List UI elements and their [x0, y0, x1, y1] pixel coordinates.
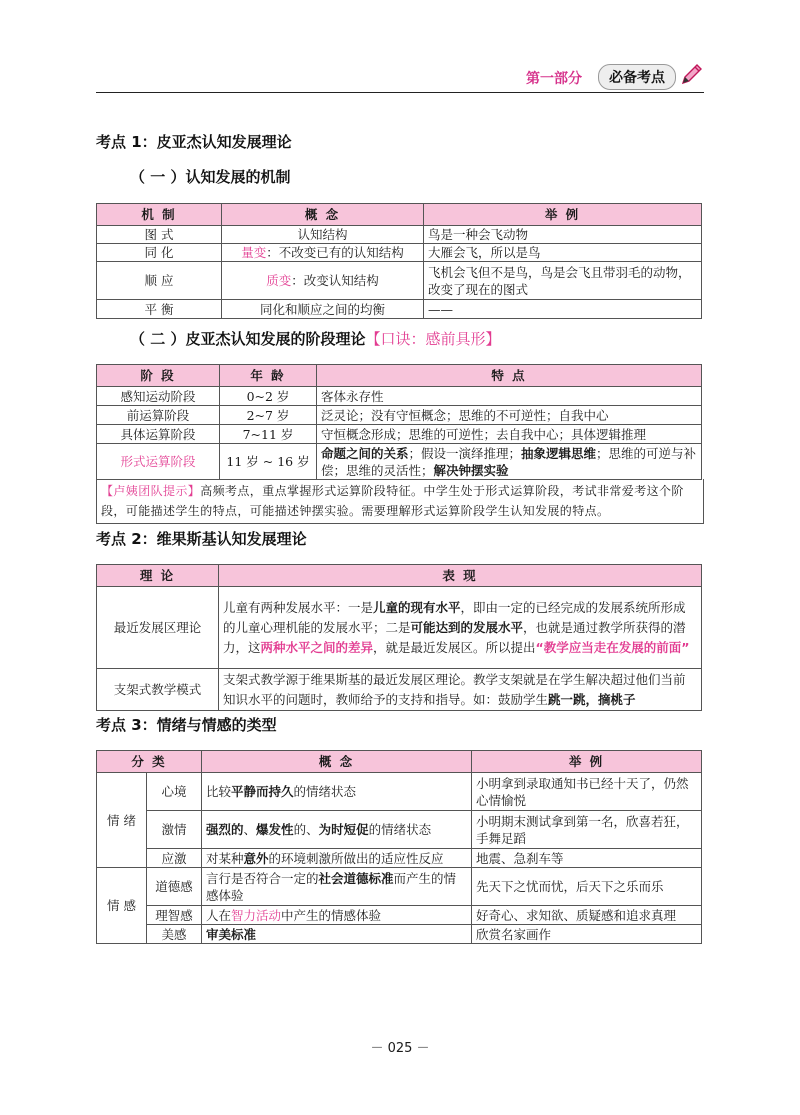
cell-stage: 前运算阶段	[97, 406, 220, 425]
table-row	[97, 773, 702, 811]
cell-mechanism: 同 化	[97, 244, 222, 262]
table-row	[97, 425, 702, 444]
cell-feature: 守恒概念形成；思维的可逆性；去自我中心；具体逻辑推理	[317, 425, 702, 444]
text: ，也就是通过教学所获得的潜力，这	[223, 619, 686, 655]
th-concept: 概 念	[202, 751, 472, 773]
cell-example: 飞机会飞但不是鸟，鸟是会飞且带羽毛的动物，改变了现在的图式	[424, 262, 702, 300]
th-age: 年 龄	[220, 365, 317, 387]
table-row	[97, 406, 702, 425]
cell-example: ——	[424, 300, 702, 319]
bold-text: 爆发性	[256, 822, 294, 837]
cell-stage: 感知运动阶段	[97, 387, 220, 406]
feature-bold: 命题之间的关系	[321, 445, 409, 461]
cell-feature: 泛灵论；没有守恒概念；思维的不可逆性；自我中心	[317, 406, 702, 425]
sub2-title: （ 二 ）皮亚杰认知发展的阶段理论	[130, 330, 366, 348]
header-badge: 必备考点	[598, 64, 676, 90]
text: 的环境刺激所做出的适应性反应	[268, 850, 444, 866]
cell-concept	[202, 906, 472, 925]
cell-type: 激情	[147, 811, 202, 849]
text: 的、	[293, 822, 319, 837]
text: 儿童有两种发展水平：一是	[223, 599, 374, 615]
feature-text: ；假设一演绎推理；	[408, 445, 522, 461]
concept-text: ：改变认知结构	[291, 273, 379, 288]
table-row	[97, 811, 702, 849]
table-row	[97, 244, 702, 262]
cell-concept: 认知结构	[222, 226, 424, 244]
text: 对某种	[206, 850, 244, 866]
bold-text: 强烈的	[206, 822, 244, 837]
cell-feature	[317, 444, 702, 480]
pencil-icon	[680, 62, 704, 86]
table-row	[97, 262, 702, 300]
cell-example: 先天下之忧而忧，后天下之乐而乐	[472, 868, 702, 906]
page-header	[96, 62, 704, 93]
concept-keyword: 质变	[266, 273, 292, 288]
text: 比较	[206, 784, 232, 799]
tip-text: 高频考点，重点掌握形式运算阶段特征。中学生处于形式运算阶段，考试非常爱考这个阶段，可能描述学生的特点，可能描述钟摆实验。需要理解形式运算阶段学生认知发展的特点。	[101, 484, 684, 518]
cell-performance	[219, 587, 702, 669]
kp2-title: 考点 2：维果斯基认知发展理论	[96, 530, 307, 548]
feature-bold: 解决钟摆实验	[433, 462, 509, 478]
th-example: 举 例	[472, 751, 702, 773]
cell-example: 小明期末测试拿到第一名，欣喜若狂，手舞足蹈	[472, 811, 702, 849]
table-row	[97, 849, 702, 868]
cell-concept	[202, 868, 472, 906]
text: 言行是否符合一定的	[206, 870, 319, 886]
bold-text: 意外	[243, 850, 269, 866]
cell-type: 应激	[147, 849, 202, 868]
cell-mechanism: 平 衡	[97, 300, 222, 319]
table-row	[97, 226, 702, 244]
group-feeling: 情 感	[97, 868, 147, 944]
cell-concept	[202, 811, 472, 849]
table-row	[97, 906, 702, 925]
concept-text: ：不改变已有的认知结构	[266, 245, 404, 260]
table-row	[97, 387, 702, 406]
text: ，就是最近发展区。所以提出	[373, 639, 536, 655]
mechanism-table	[96, 203, 702, 319]
cell-feature: 客体永存性	[317, 387, 702, 406]
kp3-title: 考点 3：情绪与情感的类型	[96, 716, 277, 734]
cell-concept	[222, 244, 424, 262]
th-theory: 理 论	[97, 565, 219, 587]
th-feature: 特 点	[317, 365, 702, 387]
cell-concept	[202, 849, 472, 868]
cell-stage: 具体运算阶段	[97, 425, 220, 444]
th-concept: 概 念	[222, 204, 424, 226]
cell-theory: 最近发展区理论	[97, 587, 219, 669]
text: 人在	[206, 907, 232, 923]
text: 的情绪状态	[293, 784, 357, 799]
cell-performance	[219, 669, 702, 711]
cell-example: 欣赏名家画作	[472, 925, 702, 944]
bold-text: 平静而持久	[231, 784, 294, 799]
table-row	[97, 669, 702, 711]
cell-example: 好奇心、求知欲、质疑感和追求真理	[472, 906, 702, 925]
cell-example: 鸟是一种会飞动物	[424, 226, 702, 244]
cell-stage: 形式运算阶段	[97, 444, 220, 480]
text: 的情绪状态	[368, 822, 432, 837]
cell-age: 0~2 岁	[220, 387, 317, 406]
th-stage: 阶 段	[97, 365, 220, 387]
cell-example: 小明拿到录取通知书已经十天了，仍然心情愉悦	[472, 773, 702, 811]
text: 支架式教学源于维果斯基的最近发展区理论。教学支架就是在学生解决超过他们当前知识水平的问题时，教师给予的支持和指导。如：鼓励学生	[223, 671, 686, 707]
text: 中产生的情感体验	[281, 907, 382, 923]
kp1-sub2	[130, 328, 500, 349]
emotion-table	[96, 750, 702, 944]
pink-text: 智力活动	[231, 907, 282, 923]
cell-age: 2~7 岁	[220, 406, 317, 425]
cell-age: 7~11 岁	[220, 425, 317, 444]
pink-bold-text: 两种水平之间的差异	[260, 639, 374, 655]
tip-label: 【卢姨团队提示】	[101, 484, 201, 498]
cell-concept	[222, 262, 424, 300]
feature-bold: 抽象逻辑思维	[521, 445, 597, 461]
th-category: 分 类	[97, 751, 202, 773]
cell-mechanism: 图 式	[97, 226, 222, 244]
kp1-title: 考点 1：皮亚杰认知发展理论	[96, 133, 292, 151]
bold-text: 为时短促	[318, 822, 369, 837]
text: ，即由一定的已经完成的发展系统所形成的儿童心理机能的发展水平；二是	[223, 599, 686, 635]
tip-box	[96, 479, 704, 524]
mnemonic: 【口诀：感前具形】	[365, 330, 501, 348]
th-mechanism: 机 制	[97, 204, 222, 226]
cell-type: 心境	[147, 773, 202, 811]
table-row	[97, 925, 702, 944]
bold-text: 可能达到的发展水平	[410, 619, 524, 635]
cell-example: 地震、急刹车等	[472, 849, 702, 868]
text: 、	[243, 822, 257, 837]
bold-text: 跳一跳，摘桃子	[548, 691, 636, 707]
vygotsky-table	[96, 564, 702, 711]
cell-concept	[202, 925, 472, 944]
table-row	[97, 587, 702, 669]
cell-type: 理智感	[147, 906, 202, 925]
cell-concept: 同化和顺应之间的均衡	[222, 300, 424, 319]
pink-bold-text: “教学应当走在发展的前面”	[535, 639, 690, 655]
cell-age: 11 岁 ~ 16 岁	[220, 444, 317, 480]
page-number: － 025 －	[370, 1041, 430, 1056]
cell-concept	[202, 773, 472, 811]
stage-table	[96, 364, 702, 480]
cell-theory: 支架式教学模式	[97, 669, 219, 711]
table-row	[97, 868, 702, 906]
bold-text: 审美标准	[206, 926, 257, 942]
cell-type: 道德感	[147, 868, 202, 906]
table-row	[97, 300, 702, 319]
concept-keyword: 量变	[241, 245, 267, 260]
feature-text: ；思维的可逆与补偿；思维的灵活性；	[321, 445, 697, 478]
bold-text: 社会道德标准	[318, 870, 394, 886]
group-emotion: 情 绪	[97, 773, 147, 868]
bold-text: 儿童的现有水平	[373, 599, 461, 615]
table-row	[97, 444, 702, 480]
header-part: 第一部分	[526, 71, 582, 87]
cell-type: 美感	[147, 925, 202, 944]
cell-example: 大雁会飞，所以是鸟	[424, 244, 702, 262]
th-performance: 表 现	[219, 565, 702, 587]
th-example: 举 例	[424, 204, 702, 226]
text: 而产生的情感体验	[206, 870, 457, 903]
kp1-sub1: （ 一 ）认知发展的机制	[130, 168, 291, 186]
cell-mechanism: 顺 应	[97, 262, 222, 300]
